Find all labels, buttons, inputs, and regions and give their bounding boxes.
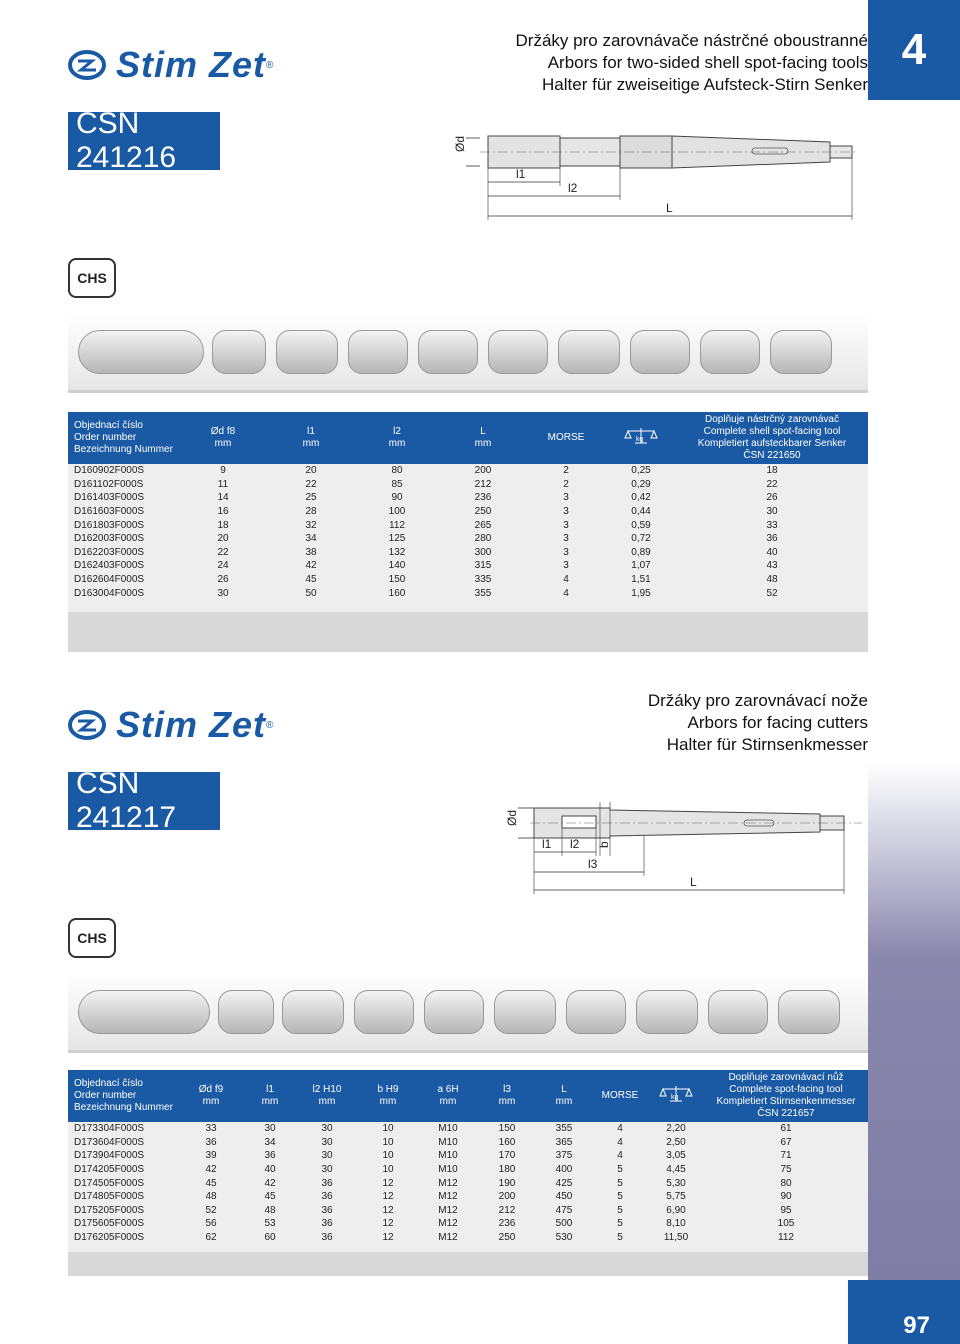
diagram-d-label: Ød [453, 135, 467, 152]
table-cell: M12 [438, 1191, 458, 1203]
col-diameter: Ød f8 mm [178, 412, 268, 464]
order-number-cell: D174805F000S [74, 1191, 145, 1203]
table-cell: M12 [438, 1177, 458, 1189]
table-cell: 0,44 [631, 506, 651, 518]
table-cell: M10 [438, 1123, 458, 1135]
arbor-diagram-2 [490, 796, 862, 900]
table-cell: 5 [617, 1232, 623, 1244]
table-cell: 1,07 [631, 560, 651, 572]
table-cell: 28 [305, 506, 317, 518]
table-cell: 2 [563, 465, 569, 477]
table-cell: 5,75 [666, 1191, 686, 1203]
table-cell: 95 [780, 1204, 792, 1216]
table-footer-1 [68, 612, 868, 652]
table-cell: 315 [474, 560, 492, 572]
table-cell: 10 [382, 1164, 394, 1176]
table-row [68, 478, 868, 492]
title-cz: Držáky pro zarovnávací nože [647, 691, 868, 710]
table-cell: 0,59 [631, 519, 651, 531]
table-cell: 10 [382, 1123, 394, 1135]
order-number-cell: D161603F000S [74, 506, 145, 518]
table-cell: 4 [617, 1136, 623, 1148]
table-cell: 400 [555, 1164, 573, 1176]
table-cell: 100 [388, 506, 406, 518]
table-cell: 475 [555, 1204, 573, 1216]
col-weight [606, 412, 676, 464]
table-cell: 25 [305, 492, 317, 504]
table-cell: 365 [555, 1136, 573, 1148]
table-cell: 34 [264, 1136, 276, 1148]
table-cell: 4 [563, 587, 569, 599]
table-cell: 61 [780, 1123, 792, 1135]
table-cell: 140 [388, 560, 406, 572]
table-cell: 30 [321, 1164, 333, 1176]
order-number-cell: D162003F000S [74, 533, 145, 545]
table-cell: 300 [474, 546, 492, 558]
product-image [488, 330, 548, 374]
brand-name: Stim Zet [116, 704, 267, 745]
diagram-d-label: Ød [505, 809, 519, 826]
col-morse: MORSE [526, 412, 606, 464]
table-cell: 40 [264, 1164, 276, 1176]
diagram-L-label: L [666, 201, 673, 215]
col-l2: l2 H10 mm [296, 1070, 358, 1122]
chs-badge-2 [68, 918, 116, 958]
table-row [68, 491, 868, 505]
table-cell: 5 [617, 1177, 623, 1189]
svg-text:kg: kg [636, 436, 644, 443]
table-cell: 236 [498, 1218, 516, 1230]
table-cell: 265 [474, 519, 492, 531]
table-cell: 6,90 [666, 1204, 686, 1216]
product-image [636, 990, 698, 1034]
table-cell: 48 [766, 574, 778, 586]
table-cell: 53 [264, 1218, 276, 1230]
table-cell: 38 [305, 546, 317, 558]
logo-emblem-icon [68, 706, 106, 744]
order-number-cell: D163004F000S [74, 587, 145, 599]
table-cell: 16 [217, 506, 229, 518]
table-cell: 45 [205, 1177, 217, 1189]
page-number: 97 [903, 1312, 930, 1339]
table-row [68, 532, 868, 546]
table-cell: 75 [780, 1164, 792, 1176]
table-cell: 0,72 [631, 533, 651, 545]
table-cell: 355 [555, 1123, 573, 1135]
table-cell: 56 [205, 1218, 217, 1230]
table-cell: 4 [617, 1123, 623, 1135]
table-cell: M12 [438, 1218, 458, 1230]
side-color-strip [868, 200, 960, 1280]
table-cell: 36 [321, 1218, 333, 1230]
section2-title [468, 690, 868, 756]
col-L: L mm [440, 412, 526, 464]
table-cell: 62 [205, 1232, 217, 1244]
table-cell: 26 [217, 574, 229, 586]
product-gallery-2 [68, 972, 868, 1053]
table-cell: 3 [563, 492, 569, 504]
table-cell: 45 [264, 1191, 276, 1203]
table-cell: 36 [205, 1136, 217, 1148]
order-number-cell: D174205F000S [74, 1164, 145, 1176]
col-l1: l1 mm [268, 412, 354, 464]
table-cell: 335 [474, 574, 492, 586]
table-cell: 11 [217, 478, 229, 490]
title-cz: Držáky pro zarovnávače nástrčné oboustranné [515, 31, 868, 50]
registered-mark: ® [266, 59, 274, 71]
table-cell: 30 [217, 587, 229, 599]
table-cell: 150 [498, 1123, 516, 1135]
product-image [282, 990, 344, 1034]
table-cell: 52 [205, 1204, 217, 1216]
table-cell: 11,50 [663, 1232, 689, 1244]
table-cell: 3,05 [666, 1150, 686, 1162]
table-cell: 5 [617, 1164, 623, 1176]
table-cell: 150 [388, 574, 406, 586]
table-cell: 8,10 [666, 1218, 686, 1230]
product-image [778, 990, 840, 1034]
order-number-cell: D162604F000S [74, 574, 145, 586]
diagram-l1-label: l1 [542, 837, 552, 851]
table-row [68, 518, 868, 532]
table-cell: 375 [555, 1150, 573, 1162]
diagram-l2-label: l2 [570, 837, 580, 851]
table-cell: 2,50 [666, 1136, 686, 1148]
table-cell: 48 [205, 1191, 217, 1203]
table-cell: 20 [217, 533, 229, 545]
table-cell: 22 [305, 478, 317, 490]
table-cell: 33 [766, 519, 778, 531]
table-row [68, 546, 868, 560]
table-cell: 4 [563, 574, 569, 586]
diagram-b-label: b [597, 841, 611, 848]
table-row [68, 464, 868, 478]
table-cell: 3 [563, 560, 569, 572]
col-l2: l2 mm [354, 412, 440, 464]
order-number-cell: D175205F000S [74, 1204, 145, 1216]
table-cell: 0,25 [631, 465, 651, 477]
table-row [68, 586, 868, 600]
title-en: Arbors for facing cutters [687, 713, 868, 732]
table-cell: 24 [217, 560, 229, 572]
table-cell: 160 [498, 1136, 516, 1148]
table-cell: 30 [321, 1136, 333, 1148]
chs-badge-1 [68, 258, 116, 298]
table-cell: 50 [305, 587, 317, 599]
order-number-cell: D173304F000S [74, 1123, 145, 1135]
order-number-cell: D176205F000S [74, 1232, 145, 1244]
diagram-L-label: L [690, 875, 697, 889]
product-gallery-1 [68, 312, 868, 393]
table-cell: 10 [382, 1150, 394, 1162]
table-cell: 4,45 [666, 1164, 686, 1176]
col-weight [648, 1070, 704, 1122]
table-cell: 34 [305, 533, 317, 545]
col-a: a 6H mm [418, 1070, 478, 1122]
table-cell: 1,95 [631, 587, 651, 599]
col-tool: Doplňuje zarovnávací nůž Complete spot-facing tool Kompletiert Stirnsenkenmesser ČSN 221657 [704, 1070, 868, 1122]
order-number-cell: D161403F000S [74, 492, 145, 504]
chs-text: CHS [77, 270, 107, 286]
table-cell: 2,20 [666, 1123, 686, 1135]
table-cell: 5 [617, 1191, 623, 1203]
table-cell: 42 [205, 1164, 217, 1176]
order-number-cell: D173904F000S [74, 1150, 145, 1162]
table-cell: 12 [382, 1177, 394, 1189]
table-cell: 52 [766, 587, 778, 599]
product-image [212, 330, 266, 374]
table-cell: 20 [305, 465, 317, 477]
table-cell: 90 [391, 492, 403, 504]
svg-text:kg: kg [671, 1094, 679, 1101]
table-cell: 355 [474, 587, 492, 599]
scale-icon [659, 1084, 693, 1104]
table-cell: 22 [766, 478, 778, 490]
chapter-tab [868, 0, 960, 100]
table-cell: M12 [438, 1204, 458, 1216]
table-cell: M10 [438, 1136, 458, 1148]
table-cell: 32 [305, 519, 317, 531]
logo-emblem-icon [68, 46, 106, 84]
col-diameter: Ød f9 mm [178, 1070, 244, 1122]
table-cell: 36 [766, 533, 778, 545]
table-cell: 18 [766, 465, 778, 477]
table-cell: 212 [474, 478, 492, 490]
table-cell: 200 [474, 465, 492, 477]
page-number-box [848, 1280, 960, 1344]
table-cell: 30 [321, 1150, 333, 1162]
table-cell: 36 [321, 1232, 333, 1244]
product-image [354, 990, 414, 1034]
table-cell: 3 [563, 546, 569, 558]
order-number-cell: D174505F000S [74, 1177, 145, 1189]
order-number-cell: D162203F000S [74, 546, 145, 558]
table-cell: 170 [498, 1150, 516, 1162]
product-image [218, 990, 274, 1034]
table-cell: 30 [766, 506, 778, 518]
table-cell: 5 [617, 1204, 623, 1216]
table-cell: 132 [388, 546, 406, 558]
order-number-cell: D175605F000S [74, 1218, 145, 1230]
brand-name: Stim Zet [116, 44, 267, 85]
table-cell: 5 [617, 1218, 623, 1230]
table-footer-2 [68, 1252, 868, 1276]
table-cell: 280 [474, 533, 492, 545]
table-cell: 12 [382, 1191, 394, 1203]
table-cell: 212 [498, 1204, 516, 1216]
brand-logo [68, 44, 273, 86]
table-cell: 39 [205, 1150, 217, 1162]
arbor-diagram-1 [440, 120, 860, 226]
product-image [424, 990, 484, 1034]
table-row [68, 1149, 868, 1163]
table-cell: 3 [563, 506, 569, 518]
diagram-l2-label: l2 [568, 181, 578, 195]
table-cell: 30 [321, 1123, 333, 1135]
table-cell: 22 [217, 546, 229, 558]
table-cell: 112 [778, 1232, 794, 1244]
standard-label [68, 767, 220, 834]
table-cell: 0,42 [631, 492, 651, 504]
product-image [78, 990, 210, 1034]
table-cell: 9 [220, 465, 226, 477]
table-cell: 48 [264, 1204, 276, 1216]
table-cell: 36 [321, 1177, 333, 1189]
table-cell: M12 [438, 1232, 458, 1244]
table-cell: 43 [766, 560, 778, 572]
table-row [68, 1122, 868, 1136]
table-cell: 112 [389, 519, 405, 531]
product-image [348, 330, 408, 374]
table-cell: 250 [498, 1232, 516, 1244]
standard-text: ČSN 241217 [76, 767, 177, 834]
table-row [68, 573, 868, 587]
product-image [276, 330, 338, 374]
brand-logo [68, 704, 273, 746]
table-cell: 40 [766, 546, 778, 558]
table-row [68, 1190, 868, 1204]
standard-label [68, 107, 220, 174]
spec-table-2 [68, 1070, 868, 1244]
table-cell: 26 [766, 492, 778, 504]
table-cell: 250 [474, 506, 492, 518]
table-cell: 36 [321, 1191, 333, 1203]
title-en: Arbors for two-sided shell spot-facing tools [547, 53, 868, 72]
table-cell: 190 [498, 1177, 516, 1189]
table-cell: 0,89 [631, 546, 651, 558]
table-cell: 18 [217, 519, 229, 531]
table-cell: 0,29 [631, 478, 651, 490]
product-image [78, 330, 204, 374]
table-cell: 4 [617, 1150, 623, 1162]
order-number-cell: D161102F000S [74, 478, 144, 490]
table-cell: 85 [391, 478, 403, 490]
col-l3: l3 mm [478, 1070, 536, 1122]
table-row [68, 1176, 868, 1190]
table-row [68, 1163, 868, 1177]
table-cell: 90 [780, 1191, 792, 1203]
product-image [700, 330, 760, 374]
scale-icon [624, 426, 658, 446]
product-image [630, 330, 690, 374]
product-image [558, 330, 620, 374]
col-morse: MORSE [592, 1070, 648, 1122]
chapter-number: 4 [901, 25, 927, 74]
col-tool: Doplňuje nástrčný zarovnávač Complete shell spot-facing tool Kompletiert aufsteckbarer Senker ČSN 221650 [676, 412, 868, 464]
section1-title [408, 30, 868, 96]
product-image [708, 990, 768, 1034]
table-cell: 500 [555, 1218, 573, 1230]
table-row [68, 1231, 868, 1245]
product-image [494, 990, 556, 1034]
order-number-cell: D162403F000S [74, 560, 145, 572]
col-order-number: Objednací číslo Order number Bezeichnung Nummer [68, 1070, 178, 1122]
table-cell: 10 [382, 1136, 394, 1148]
table-cell: 236 [474, 492, 492, 504]
table-cell: 125 [388, 533, 406, 545]
table-cell: 14 [217, 492, 229, 504]
table-cell: 30 [264, 1123, 276, 1135]
product-image [770, 330, 832, 374]
col-l1: l1 mm [244, 1070, 296, 1122]
table-cell: 60 [264, 1232, 276, 1244]
table-cell: 36 [264, 1150, 276, 1162]
table-row [68, 1136, 868, 1150]
table-cell: 2 [563, 478, 569, 490]
table-cell: 530 [555, 1232, 573, 1244]
table-cell: 200 [498, 1191, 516, 1203]
table-cell: 42 [264, 1177, 276, 1189]
table-row [68, 1204, 868, 1218]
title-de: Halter für zweiseitige Aufsteck-Stirn Senker [542, 75, 868, 94]
table-cell: M10 [438, 1164, 458, 1176]
table-cell: 160 [388, 587, 406, 599]
product-image [418, 330, 478, 374]
table-cell: 36 [321, 1204, 333, 1216]
col-L: L mm [536, 1070, 592, 1122]
table-cell: 12 [382, 1232, 394, 1244]
chs-text: CHS [77, 930, 107, 946]
table-cell: 80 [391, 465, 403, 477]
table-cell: 67 [780, 1136, 792, 1148]
table-cell: 5,30 [666, 1177, 686, 1189]
title-de: Halter für Stirnsenkmesser [666, 735, 868, 754]
table-row [68, 559, 868, 573]
table-row [68, 505, 868, 519]
table-cell: 42 [305, 560, 317, 572]
order-number-cell: D160902F000S [74, 465, 145, 477]
table-cell: 425 [555, 1177, 573, 1189]
product-image [566, 990, 626, 1034]
table-cell: 33 [205, 1123, 217, 1135]
col-order-number: Objednací číslo Order number Bezeichnung Nummer [68, 412, 178, 464]
diagram-l1-label: l1 [516, 167, 526, 181]
table-cell: 12 [382, 1218, 394, 1230]
order-number-cell: D173604F000S [74, 1136, 145, 1148]
spec-table-1 [68, 412, 868, 600]
table-cell: 45 [305, 574, 317, 586]
table-cell: 450 [555, 1191, 573, 1203]
table-cell: 80 [780, 1177, 792, 1189]
table-cell: 1,51 [631, 574, 651, 586]
standard-text: ČSN 241216 [76, 107, 177, 174]
col-b: b H9 mm [358, 1070, 418, 1122]
table-cell: 3 [563, 533, 569, 545]
table-cell: 105 [777, 1218, 795, 1230]
order-number-cell: D161803F000S [74, 519, 145, 531]
table-cell: 12 [382, 1204, 394, 1216]
registered-mark: ® [266, 719, 274, 731]
table-cell: M10 [438, 1150, 458, 1162]
table-row [68, 1217, 868, 1231]
table-cell: 180 [498, 1164, 516, 1176]
table-cell: 3 [563, 519, 569, 531]
table-cell: 71 [780, 1150, 792, 1162]
diagram-l3-label: l3 [588, 857, 598, 871]
